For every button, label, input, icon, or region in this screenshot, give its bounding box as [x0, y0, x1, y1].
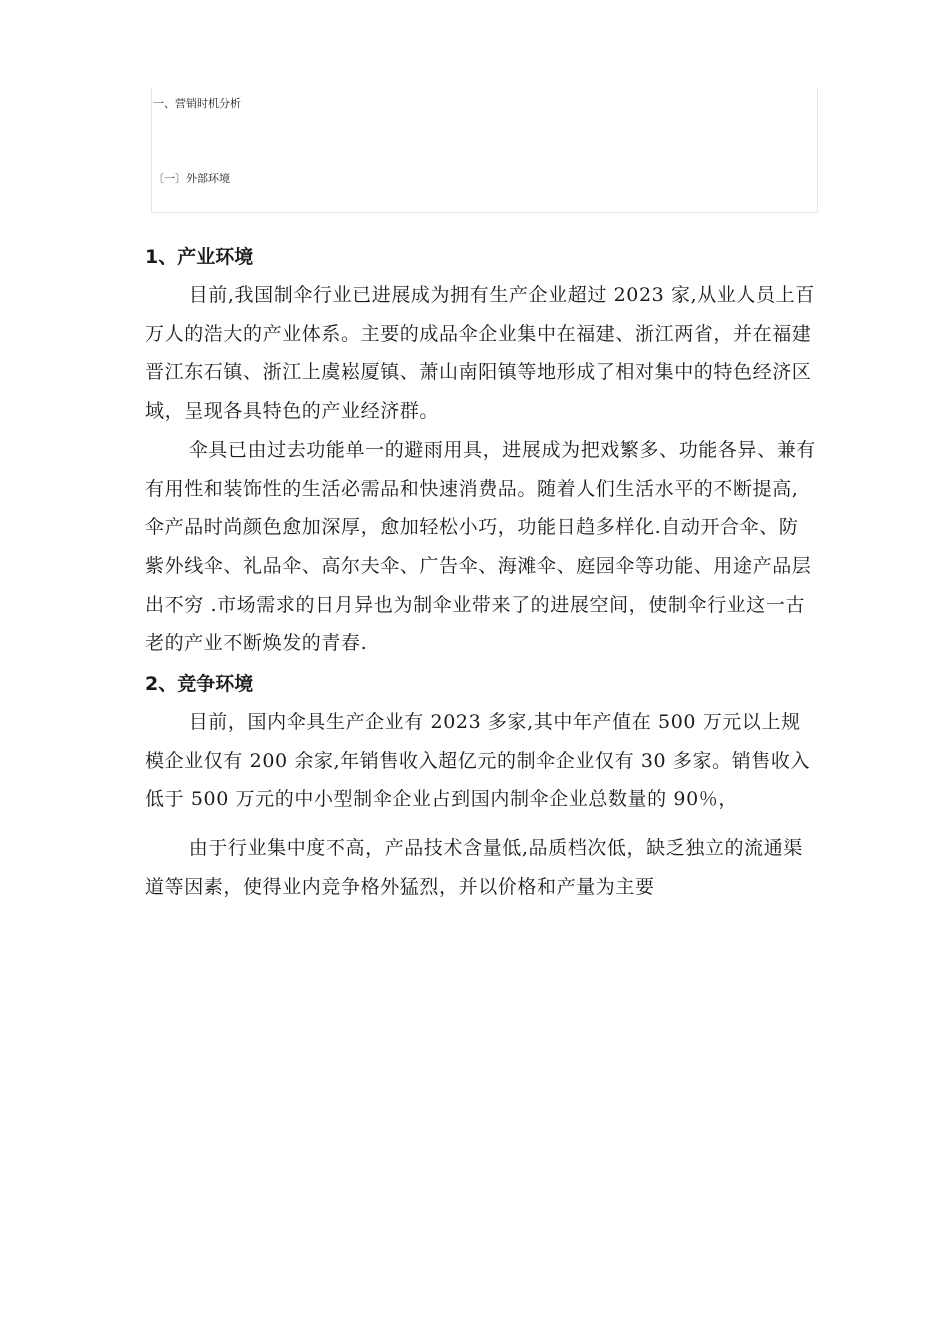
toc-item-marketing-analysis: 一、营销时机分析	[153, 97, 241, 110]
toc-item-external-environment: 〔一〕外部环境	[153, 172, 230, 185]
section-heading-industry: 1、产业环境	[145, 246, 254, 268]
toc-box	[151, 88, 818, 213]
paragraph-industry-1: 目前,我国制伞行业已进展成为拥有生产企业超过 2023 家,从业人员上百万人的浩大的产业体系。主要的成品伞企业集中在福建、浙江两省，并在福建晋江东石镇、浙江上虞崧厦镇、萧山南阳镇等地形成了相对集中的特色经济区域，呈现各具特色的产业经济群。	[145, 284, 815, 423]
paragraph-competition-2: 由于行业集中度不高，产品技术含量低,品质档次低，缺乏独立的流通渠道等因素，使得业内竞争格外猛烈，并以价格和产量为主要	[145, 837, 803, 898]
section-heading-competition: 2、竞争环境	[145, 673, 254, 696]
paragraph-competition-1: 目前，国内伞具生产企业有 2023 多家,其中年产值在 500 万元以上规模企业仅有 200 余家,年销售收入超亿元的制伞企业仅有 30 多家。销售收入低于 500 万元的中小型制伞企业占到国内制伞企业总数量的 90％，	[145, 711, 811, 811]
paragraph-industry-2: 伞具已由过去功能单一的避雨用具，进展成为把戏繁多、功能各异、兼有有用性和装饰性的生活必需品和快速消费品。随着人们生活水平的不断提高,伞产品时尚颜色愈加深厚，愈加轻松小巧，功能日趋多样化.自动开合伞、防紫外线伞、礼品伞、高尔夫伞、广告伞、海滩伞、庭园伞等功能、用途产品层出不穷 .市场需求的日月异也为制伞业带来了的进展空间，使制伞行业这一古老的产业不断焕发的青春.	[145, 438, 816, 655]
document-body	[145, 238, 817, 907]
